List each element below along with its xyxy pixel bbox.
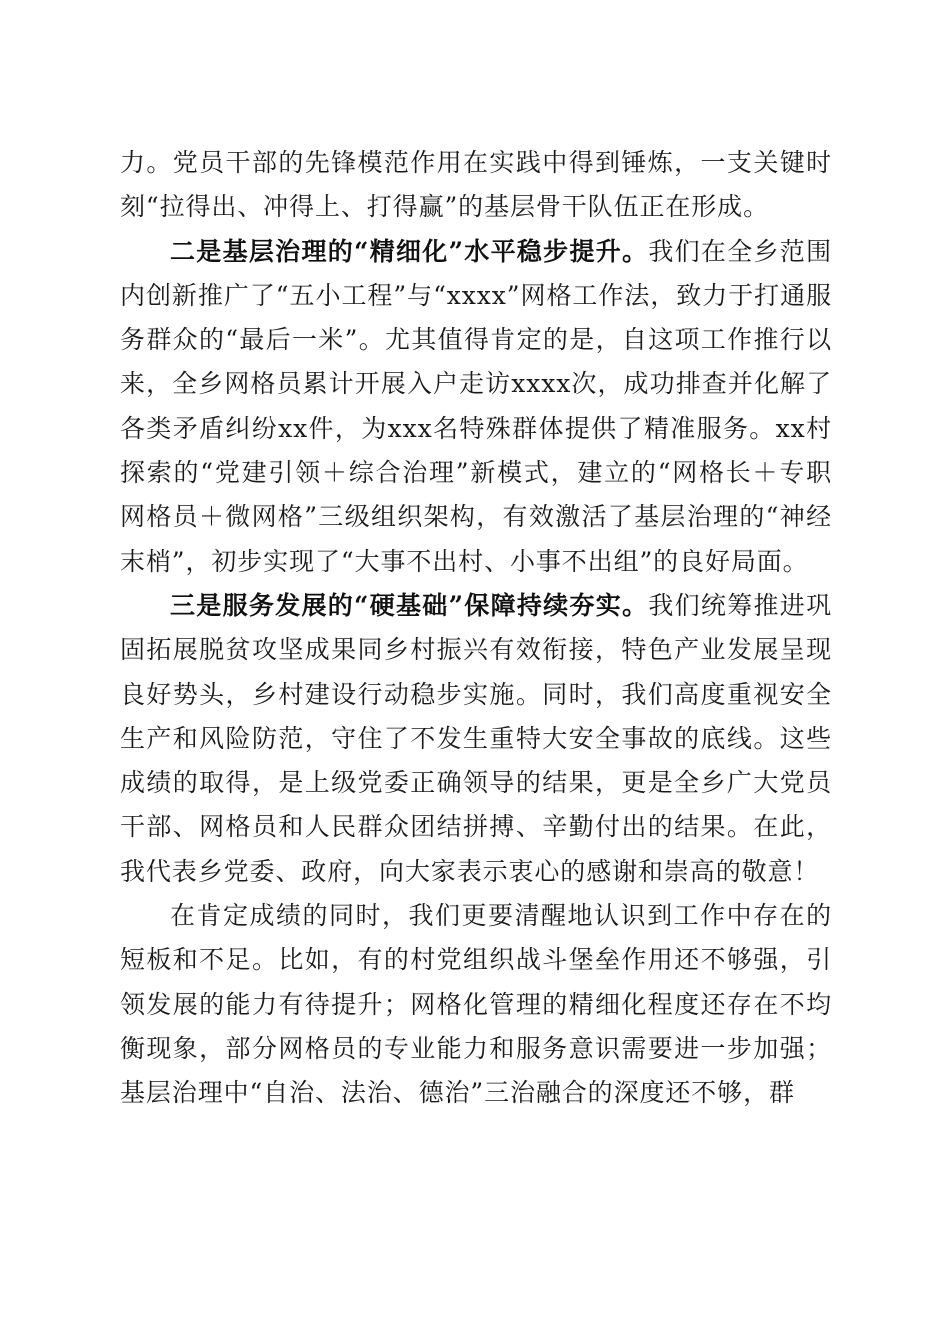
paragraph-governance [120, 230, 832, 584]
paragraph-text: 我们统筹推进巩固拓展脱贫攻坚成果同乡村振兴有效衔接，特色产业发展呈现良好势头，乡村建设行动稳步实施。同时，我们高度重视安全生产和风险防范，守住了不发生重特大安全事故的底线。这些成绩的取得，是上级党委正确领导的结果，更是全乡广大党员干部、网格员和人民群众团结拼搏、辛勤付出的结果。在此，我代表乡党委、政府，向大家表示衷心的感谢和崇高的敬意！ [120, 590, 832, 886]
paragraph-lead: 三是服务发展的“硬基础”保障持续夯实。 [170, 590, 649, 620]
paragraph-shortcomings [120, 894, 832, 1115]
paragraph-lead: 二是基层治理的“精细化”水平稳步提升。 [170, 236, 649, 266]
paragraph-text: 力。党员干部的先锋模范作用在实践中得到锤炼，一支关键时刻“拉得出、冲得上、打得赢”的基层骨干队伍正在形成。 [120, 148, 832, 222]
paragraph-foundation [120, 584, 832, 894]
paragraph-text: 在肯定成绩的同时，我们更要清醒地认识到工作中存在的短板和不足。比如，有的村党组织战斗堡垒作用还不够强，引领发展的能力有待提升；网格化管理的精细化程度还存在不均衡现象，部分网格员的专业能力和服务意识需要进一步加强；基层治理中“自治、法治、德治”三治融合的深度还不够，群 [120, 901, 832, 1108]
paragraph-text: 我们在全乡范围内创新推广了“五小工程”与“xxxx”网格工作法，致力于打通服务群众的“最后一米”。尤其值得肯定的是，自这项工作推行以来，全乡网格员累计开展入户走访xxxx次，成功排查并化解了各类矛盾纠纷xx件，为xxx名特殊群体提供了精准服务。xx村探索的“党建引领＋综合治理”新模式，建立的“网格长＋专职网格员＋微网格”三级组织架构，有效激活了基层治理的“神经末梢”，初步实现了“大事不出村、小事不出组”的良好局面。 [120, 236, 832, 576]
paragraph-continuation [120, 141, 832, 230]
document-body [120, 141, 832, 1116]
